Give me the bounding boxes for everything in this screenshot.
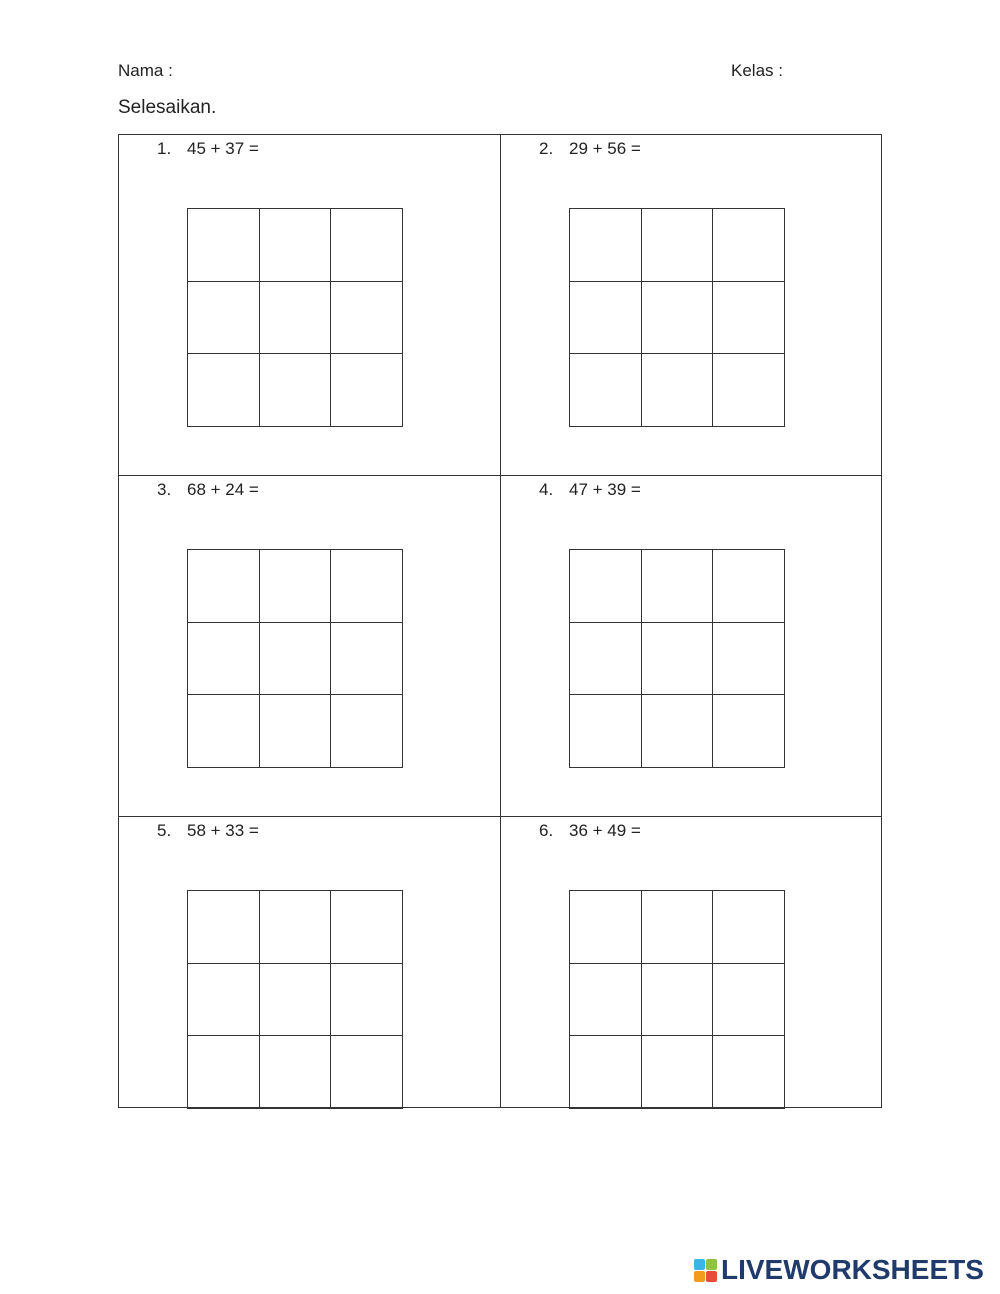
question-number: 1. — [157, 139, 172, 158]
answer-grid[interactable] — [569, 208, 785, 427]
question-cell-6 — [501, 817, 882, 1157]
logo-text: LIVEWORKSHEETS — [721, 1254, 984, 1285]
instruction-text: Selesaikan. — [118, 97, 217, 118]
answer-grid[interactable] — [187, 208, 403, 427]
answer-grid[interactable] — [569, 890, 785, 1109]
liveworksheets-logo-icon — [694, 1259, 717, 1282]
worksheet-table — [118, 134, 882, 1108]
answer-grid[interactable] — [187, 549, 403, 768]
question-cell-1 — [119, 135, 500, 475]
class-label: Kelas : — [731, 61, 783, 80]
question-number: 5. — [157, 821, 172, 840]
question-cell-5 — [119, 817, 500, 1157]
liveworksheets-logo[interactable] — [694, 1256, 984, 1284]
question-cell-3 — [119, 476, 500, 816]
question-text: 58 + 33 = — [187, 821, 259, 840]
question-number: 2. — [539, 139, 554, 158]
question-number: 4. — [539, 480, 554, 499]
question-cell-4 — [501, 476, 882, 816]
question-cell-2 — [501, 135, 882, 475]
question-text: 47 + 39 = — [569, 480, 641, 499]
question-text: 29 + 56 = — [569, 139, 641, 158]
question-text: 36 + 49 = — [569, 821, 641, 840]
question-number: 6. — [539, 821, 554, 840]
question-number: 3. — [157, 480, 172, 499]
answer-grid[interactable] — [569, 549, 785, 768]
question-text: 68 + 24 = — [187, 480, 259, 499]
answer-grid[interactable] — [187, 890, 403, 1109]
question-text: 45 + 37 = — [187, 139, 259, 158]
name-label: Nama : — [118, 61, 173, 80]
